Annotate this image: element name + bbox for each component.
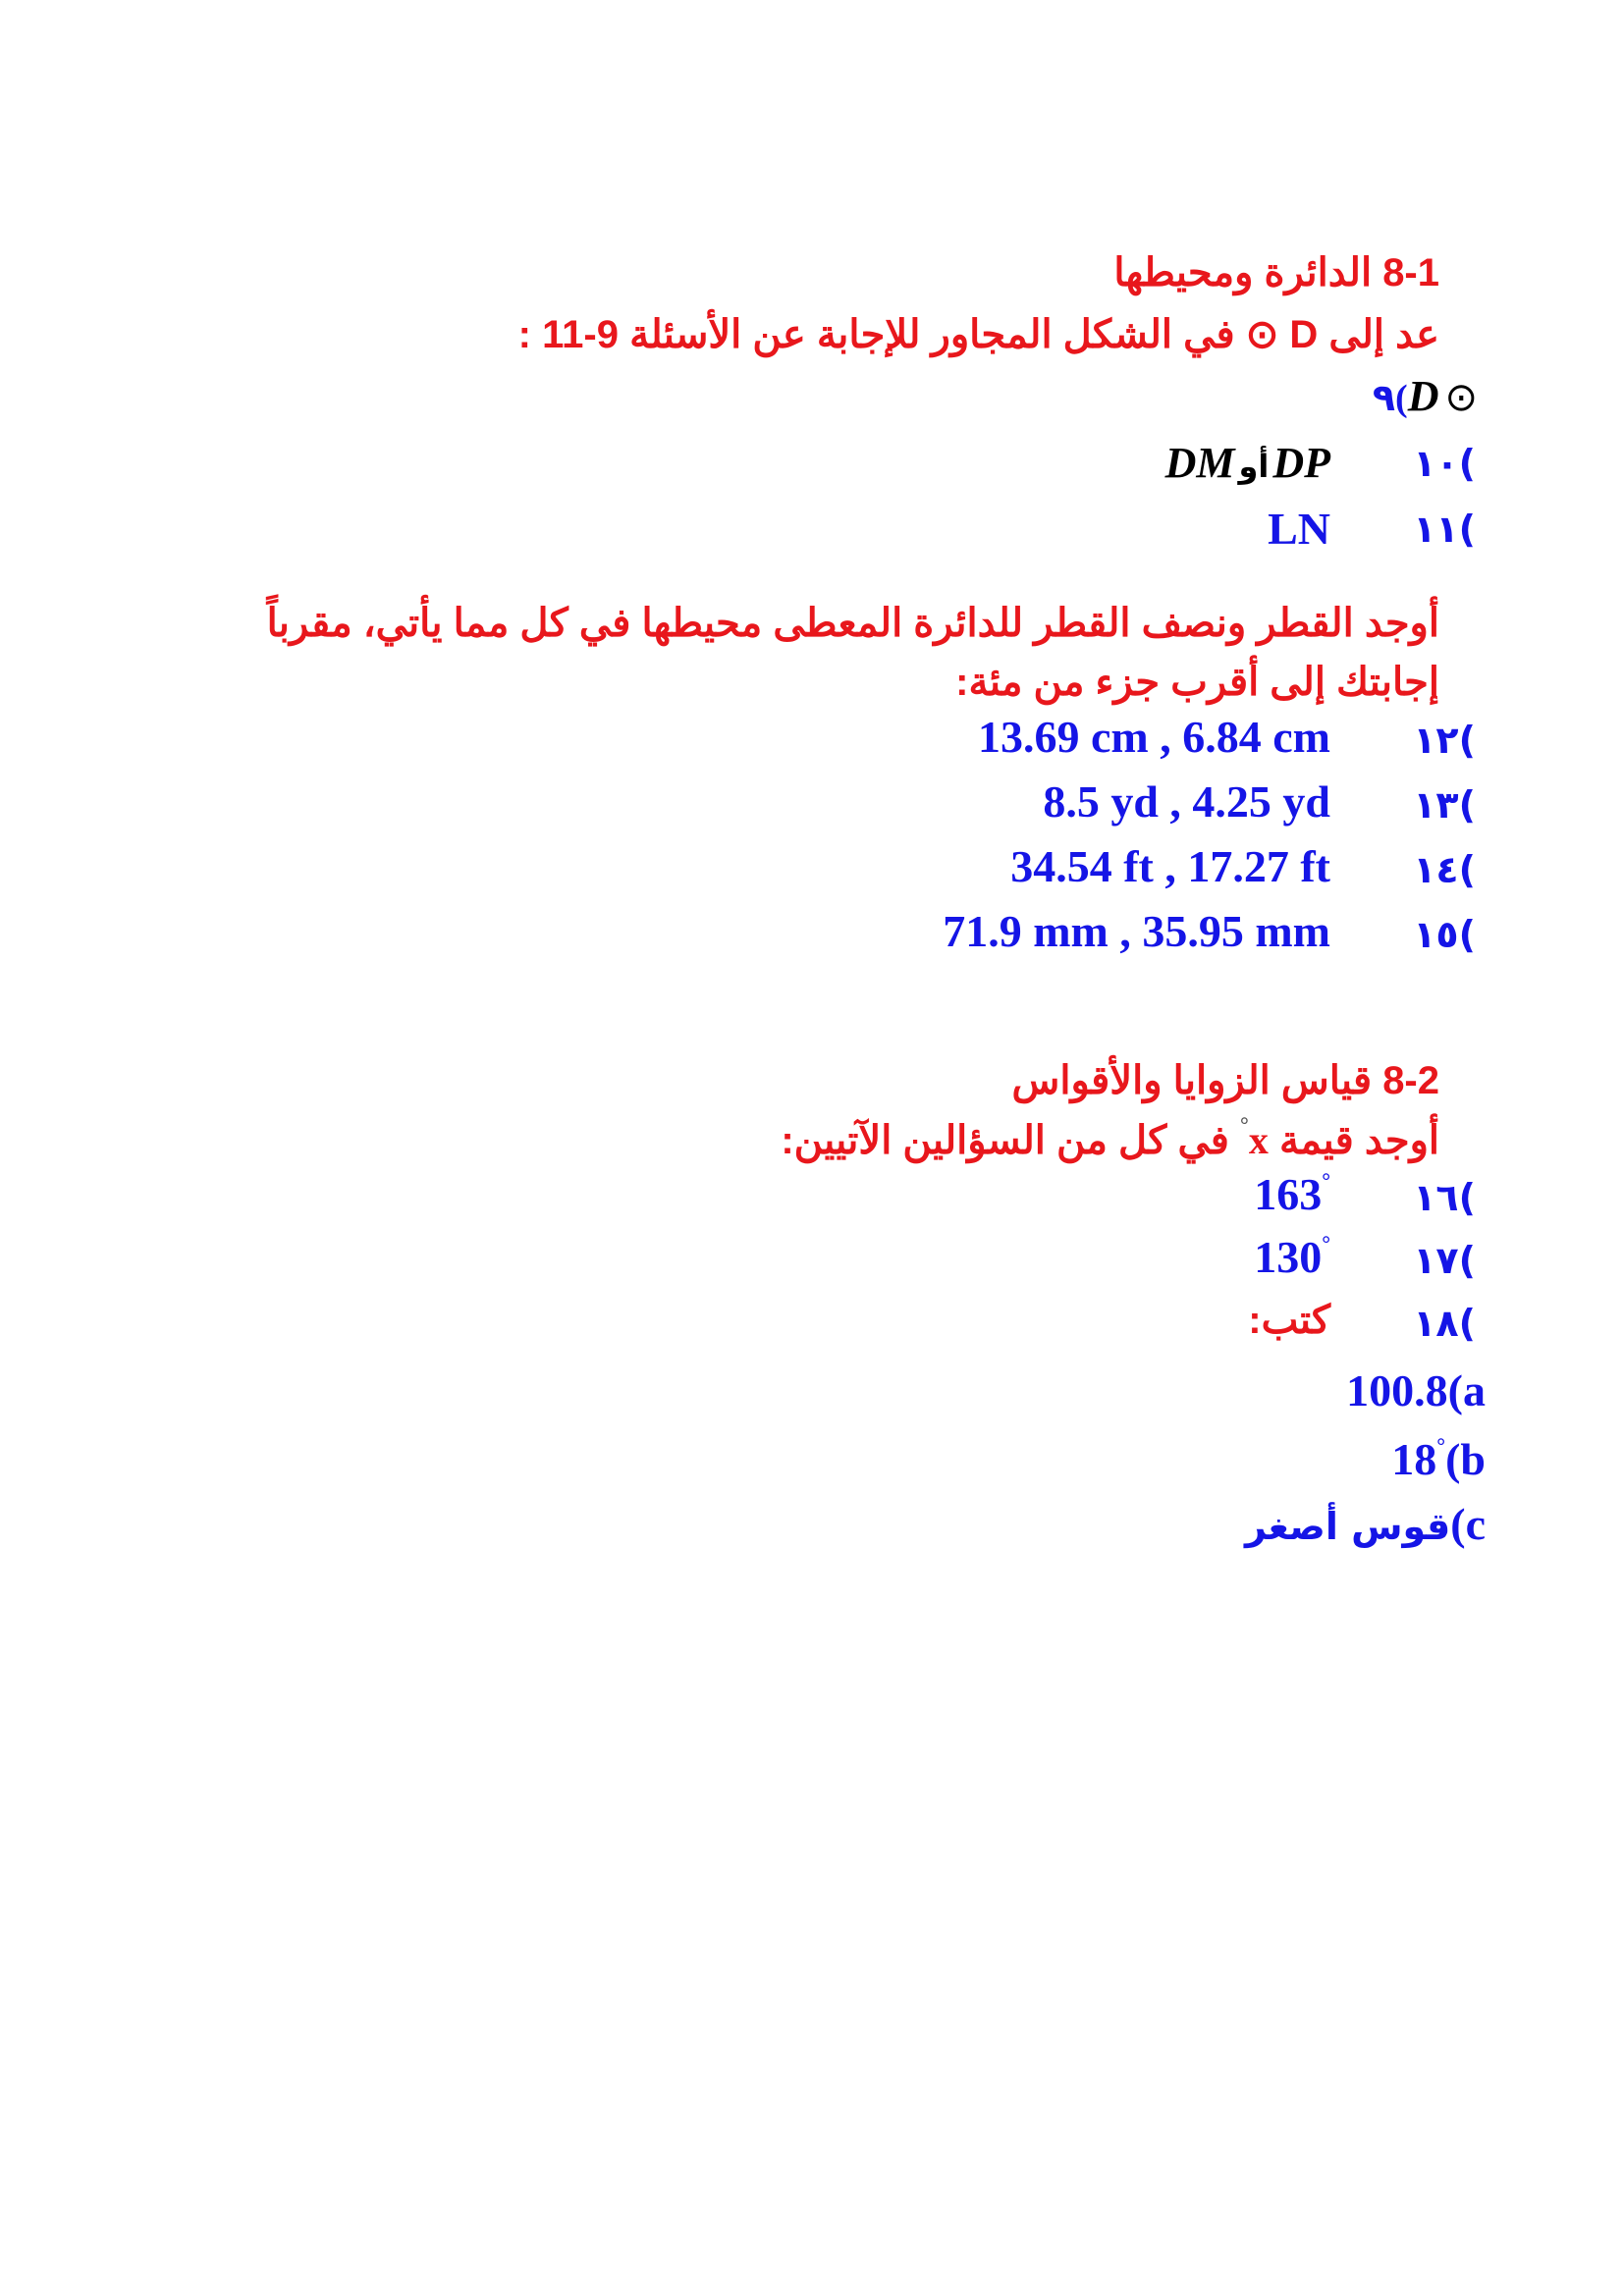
answer-14-number: ١٤( bbox=[1413, 848, 1476, 891]
answer-14-value: 34.54 ft , 17.27 ft bbox=[1010, 841, 1330, 891]
sub-answer-c-value: قوس أصغر bbox=[1245, 1505, 1451, 1548]
answer-10-connector: أو bbox=[1238, 448, 1270, 485]
sub-answer-a: 100.8(a bbox=[1346, 1365, 1486, 1415]
sub-answer-a-value: 100.8 bbox=[1346, 1365, 1448, 1415]
section-2-instruction-var: x° bbox=[1240, 1112, 1269, 1162]
sub-answer-b-value: 18 bbox=[1391, 1434, 1437, 1484]
section-2-instruction bbox=[781, 1112, 1439, 1163]
answer-10-right: DM bbox=[1164, 439, 1235, 487]
answer-10 bbox=[1165, 438, 1330, 488]
section-2-instruction-pre: أوجد قيمة bbox=[1278, 1119, 1439, 1162]
answer-9-number: ٩ bbox=[1372, 376, 1396, 419]
answer-11-number: ١١( bbox=[1413, 507, 1476, 551]
answer-12-value: 13.69 cm , 6.84 cm bbox=[978, 712, 1330, 762]
answer-13-number: ١٣( bbox=[1413, 783, 1476, 827]
answer-18-number: ١٨( bbox=[1413, 1302, 1476, 1345]
answer-9-value: D bbox=[1407, 372, 1439, 420]
section-2-title: 8-2 قياس الزوايا والأقواس bbox=[1011, 1059, 1439, 1102]
section-1b-instruction-line2: إجابتك إلى أقرب جزء من مئة: bbox=[955, 661, 1439, 704]
answer-10-number: ١٠( bbox=[1413, 442, 1476, 485]
sub-answer-b: 18°(b bbox=[1391, 1433, 1486, 1484]
answer-17-number: ١٧( bbox=[1413, 1239, 1476, 1282]
answer-17-value: 130° bbox=[1254, 1231, 1330, 1282]
section-1-title: 8-1 الدائرة ومحيطها bbox=[1113, 251, 1439, 294]
sub-answer-c: قوس أصغر(c bbox=[1245, 1499, 1486, 1549]
section-2-instruction-post: في كل من السؤالين الآتيين: bbox=[781, 1119, 1229, 1162]
answer-18-label: كتب: bbox=[1248, 1299, 1330, 1342]
sub-answer-a-letter: a bbox=[1463, 1365, 1486, 1415]
answer-15-value: 71.9 mm , 35.95 mm bbox=[943, 906, 1330, 956]
answer-16-number: ١٦( bbox=[1413, 1176, 1476, 1219]
answer-12-number: ١٢( bbox=[1413, 719, 1476, 762]
answer-16-value: 163° bbox=[1254, 1168, 1330, 1219]
circle-dot-icon: ⊙ bbox=[1444, 375, 1478, 419]
answer-13-value: 8.5 yd , 4.25 yd bbox=[1043, 776, 1330, 827]
sub-answer-b-letter: b bbox=[1460, 1434, 1486, 1484]
answer-15-number: ١٥( bbox=[1413, 913, 1476, 956]
section-1b-instruction-line1: أوجد القطر ونصف القطر للدائرة المعطى محيطها في كل مما يأتي، مقرباً bbox=[266, 602, 1439, 645]
section-1-instruction: عد إلى D ⊙ في الشكل المجاور للإجابة عن الأسئلة 9-11 : bbox=[517, 313, 1439, 356]
sub-answer-c-letter: c bbox=[1465, 1499, 1486, 1549]
answer-9: ٩(D ⊙ bbox=[1372, 372, 1478, 420]
answer-10-left: DP bbox=[1272, 439, 1330, 487]
answer-11-value: LN bbox=[1268, 504, 1330, 554]
